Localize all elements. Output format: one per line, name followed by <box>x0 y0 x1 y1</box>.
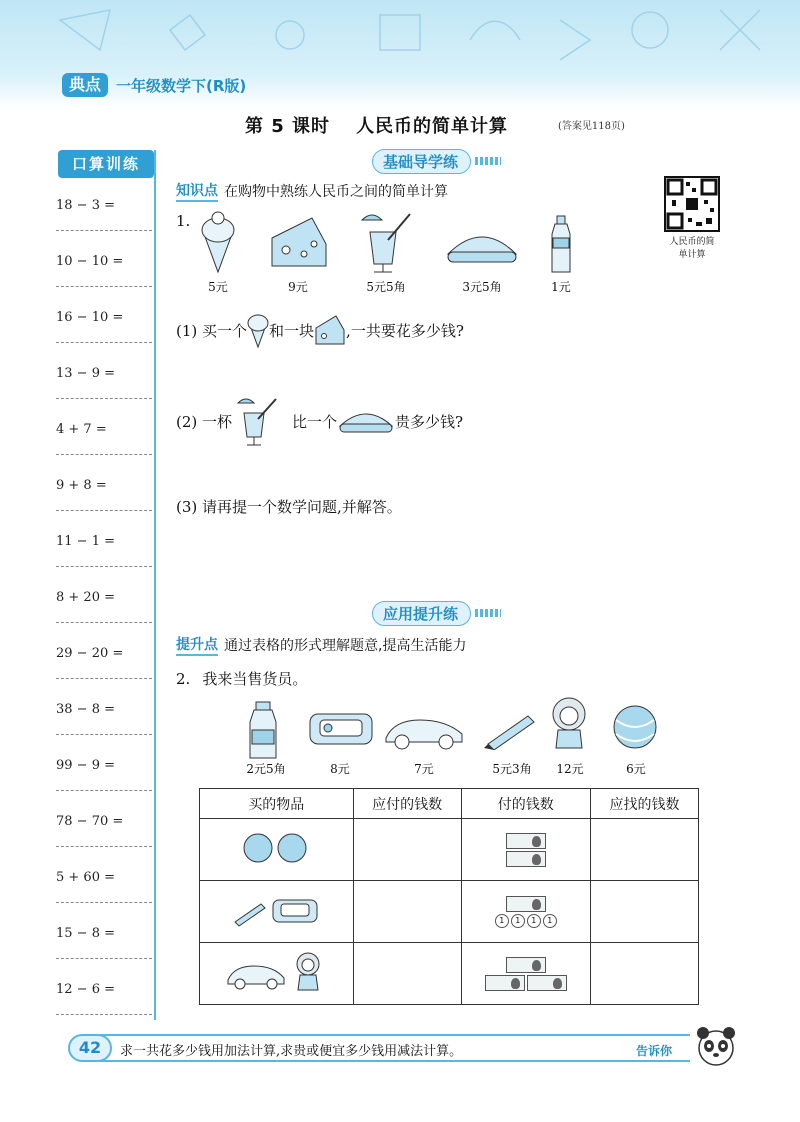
shopkeeper-table <box>199 788 699 1005</box>
answer-line[interactable] <box>56 230 152 231</box>
row1-items-cell <box>200 819 354 881</box>
price-doll: 12元 <box>556 762 584 776</box>
drill-item: 12 − 6 = <box>56 982 115 997</box>
drill-item: 18 − 3 = <box>56 198 115 213</box>
row2-paid-cell <box>461 881 590 943</box>
sub-question-2 <box>176 396 463 446</box>
bread-loaf-icon <box>444 224 520 272</box>
page-number: 42 <box>68 1034 112 1062</box>
footer <box>40 1030 760 1066</box>
banknote-icon <box>485 975 525 991</box>
car-and-doll-icon <box>226 950 326 994</box>
price-pencil-case: 8元 <box>330 762 350 776</box>
banner-stripes <box>475 157 501 165</box>
coin-icon: 1 <box>495 914 509 928</box>
ice-cream-icon <box>200 210 236 278</box>
drill-item: 10 − 10 = <box>56 254 124 269</box>
coin-icon: 1 <box>511 914 525 928</box>
question-1-number: 1. <box>176 212 191 230</box>
section-banner-basic <box>372 148 501 174</box>
question-2-number: 2. <box>176 669 191 688</box>
sub-question-3-text: (3) 请再提一个数学问题,并解答。 <box>176 498 402 516</box>
banner-label: 应用提升练 <box>372 601 471 626</box>
sub-question-3 <box>176 496 402 517</box>
header-band <box>0 0 800 108</box>
drill-item: 16 − 10 = <box>56 310 124 325</box>
answer-line[interactable] <box>56 846 152 847</box>
answer-line[interactable] <box>56 622 152 623</box>
drill-item: 9 + 8 = <box>56 478 107 493</box>
drill-item: 99 − 9 = <box>56 758 115 773</box>
answer-line[interactable] <box>56 678 152 679</box>
col-header-due: 应付的钱数 <box>353 789 461 819</box>
table-row <box>200 943 699 1005</box>
oral-drill-sidebar <box>48 150 156 1020</box>
table-row <box>200 881 699 943</box>
juice-cup-icon <box>360 210 420 278</box>
price-ice-cream: 5元 <box>208 280 228 294</box>
knowledge-point-tag: 知识点 <box>176 180 218 202</box>
banner-stripes <box>475 609 501 617</box>
cheese-cake-icon <box>268 214 330 274</box>
answer-line[interactable] <box>56 454 152 455</box>
banknote-icon <box>506 833 546 849</box>
answer-line[interactable] <box>56 566 152 567</box>
knowledge-point <box>176 180 448 202</box>
qr-caption-line-1: 人民币的简 <box>669 237 715 247</box>
drill-item: 4 + 7 = <box>56 422 107 437</box>
row1-change-cell[interactable] <box>590 819 698 881</box>
cheese-cake-icon <box>314 314 346 346</box>
sub-question-2-text-c: 贵多少钱? <box>395 412 464 431</box>
question-2-heading <box>176 668 307 689</box>
row2-items-cell <box>200 881 354 943</box>
drill-item: 11 − 1 = <box>56 534 115 549</box>
table-row <box>200 819 699 881</box>
bread-loaf-icon <box>337 406 395 436</box>
row1-due-cell[interactable] <box>353 819 461 881</box>
banner-label: 基础导学练 <box>372 149 471 174</box>
row2-change-cell[interactable] <box>590 881 698 943</box>
juice-cup-icon <box>236 395 284 447</box>
water-bottle-icon <box>550 214 572 278</box>
price-milk: 2元5角 <box>246 762 286 776</box>
price-toy-car: 7元 <box>414 762 434 776</box>
fountain-pen-icon <box>482 710 538 754</box>
banknote-icon <box>527 975 567 991</box>
banknote-icon <box>506 957 546 973</box>
qr-code[interactable] <box>664 176 720 232</box>
toy-car-icon <box>384 712 464 756</box>
answer-line[interactable] <box>56 734 152 735</box>
sub-question-1 <box>176 310 464 350</box>
improvement-point-text: 通过表格的形式理解题意,提高生活能力 <box>224 638 467 654</box>
question-2-text: 我来当售货员。 <box>202 670 308 688</box>
answer-line[interactable] <box>56 342 152 343</box>
row3-change-cell[interactable] <box>590 943 698 1005</box>
price-cheese-cake: 9元 <box>288 280 308 294</box>
doll-icon <box>548 696 590 760</box>
col-header-items: 买的物品 <box>200 789 354 819</box>
drill-item: 38 − 8 = <box>56 702 115 717</box>
brand-logo: 典点 <box>62 73 108 97</box>
answer-line[interactable] <box>56 286 152 287</box>
sub-question-2-text-b: 比一个 <box>292 412 338 431</box>
row3-due-cell[interactable] <box>353 943 461 1005</box>
col-header-paid: 付的钱数 <box>461 789 590 819</box>
col-header-change: 应找的钱数 <box>590 789 698 819</box>
row3-paid-cell <box>461 943 590 1005</box>
grade-label: 一年级数学下(R版) <box>116 76 247 95</box>
banknote-icon <box>506 851 546 867</box>
price-bread: 3元5角 <box>462 280 502 294</box>
price-ball: 6元 <box>626 762 646 776</box>
row3-items-cell <box>200 943 354 1005</box>
row1-paid-cell <box>461 819 590 881</box>
price-juice: 5元5角 <box>366 280 406 294</box>
lesson-number: 第 5 课时 <box>245 116 331 137</box>
sub-question-1-text-c: ,一共要花多少钱? <box>346 321 464 340</box>
tell-you-label: 告诉你 <box>636 1044 673 1058</box>
answer-line[interactable] <box>56 902 152 903</box>
knowledge-point-text: 在购物中熟练人民币之间的简单计算 <box>224 184 448 200</box>
ice-cream-icon <box>247 311 269 349</box>
qr-caption-line-2: 单计算 <box>678 250 706 260</box>
lesson-title <box>245 112 508 138</box>
brand <box>62 72 246 98</box>
banknote-icon <box>506 896 546 912</box>
coin-icon: 1 <box>543 914 557 928</box>
price-water: 1元 <box>551 280 571 294</box>
answer-line[interactable] <box>56 510 152 511</box>
qr-pattern <box>666 178 718 230</box>
drill-item: 29 − 20 = <box>56 646 124 661</box>
drill-item: 15 − 8 = <box>56 926 115 941</box>
sub-question-1-text-b: 和一块 <box>269 321 315 340</box>
price-pen: 5元3角 <box>492 762 532 776</box>
answer-line[interactable] <box>56 958 152 959</box>
row2-due-cell[interactable] <box>353 881 461 943</box>
drill-item: 8 + 20 = <box>56 590 115 605</box>
ball-icon <box>612 704 658 754</box>
section-banner-applied <box>372 600 501 626</box>
lesson-name: 人民币的简单计算 <box>356 116 509 137</box>
answer-line[interactable] <box>56 1014 152 1015</box>
drill-item: 5 + 60 = <box>56 870 115 885</box>
coin-icon: 1 <box>527 914 541 928</box>
pen-and-pencil-case-icon <box>231 892 321 928</box>
improvement-point <box>176 634 466 656</box>
sub-question-2-text-a: (2) 一杯 <box>176 412 233 431</box>
answer-line[interactable] <box>56 398 152 399</box>
answer-reference: (答案见118页) <box>558 121 625 132</box>
two-balls-icon <box>241 832 311 864</box>
answer-line[interactable] <box>56 790 152 791</box>
improvement-point-tag: 提升点 <box>176 634 218 656</box>
sidebar-title: 口算训练 <box>58 150 154 178</box>
milk-bottle-icon <box>248 700 278 764</box>
drill-item: 78 − 70 = <box>56 814 124 829</box>
qr-caption <box>650 236 734 262</box>
footer-tip: 求一共花多少钱用加法计算,求贵或便宜多少钱用减法计算。 <box>120 1044 463 1059</box>
pencil-case-icon <box>308 706 374 756</box>
panda-mascot-icon <box>694 1024 738 1068</box>
table-header-row <box>200 789 699 819</box>
sub-question-1-text-a: (1) 买一个 <box>176 321 248 340</box>
drill-item: 13 − 9 = <box>56 366 115 381</box>
